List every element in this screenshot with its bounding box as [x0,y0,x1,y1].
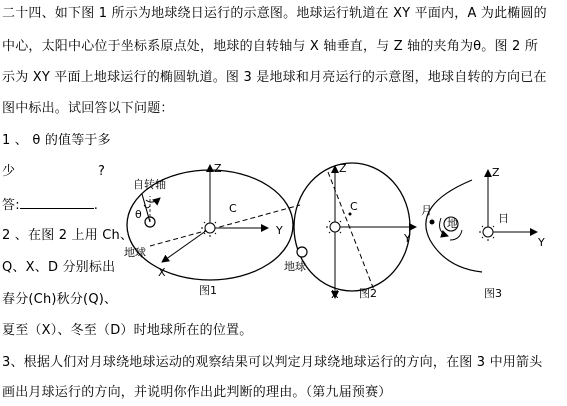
fig2-label-c: C [350,200,358,213]
q3-line-2: 画出月球运行的方向，并说明你作出此判断的理由。（第九届预赛） [2,385,392,400]
fig3-label-sun: 日 [498,212,509,225]
fig2-label-z: Z [339,162,347,175]
q2-line-1: 2 、在图 2 上用 Ch、 [2,228,134,243]
fig1-label-earth: 地球 [124,246,146,259]
question-line-4: 图中标出。试回答以下问题： [2,101,174,116]
fig1-label-z: Z [214,162,222,175]
fig3-label-earth: 地 [447,217,458,230]
fig3-label-y: Y [538,236,545,249]
figure-2 [284,162,416,301]
question-line-2: 中心，太阳中心位于坐标系原点处，地球的自转轴与 X 轴垂直，与 Z 轴的夹角为θ。图 2 所 [2,39,539,54]
question-line-1: 二十四、如下图 1 所示为地球绕日运行的示意图。地球运行轨道在 XY 平面内，A 为此椭圆的 [2,6,547,21]
q1-question-mark: ? [98,164,106,179]
q3-line-1: 3、根据人们对月球绕地球运动的观察结果可以判定月球绕地球运行的方向，在图 3 中用箭头 [2,355,543,370]
fig1-label-axis: 自转轴 [133,178,166,191]
fig1-caption: 图1 [199,284,217,297]
fig2-label-earth: 地球 [284,260,306,273]
fig2-earth-circle [297,247,307,257]
q1-answer-end: . [93,198,99,213]
q1-line-2-text: 少 [2,164,16,179]
q1-answer-label: 答: [2,198,20,213]
figure-3 [421,166,545,300]
fig1-x-axis [162,228,210,262]
fig1-label-theta: θ [135,208,142,221]
fig3-caption: 图3 [484,287,502,300]
fig1-label-x: X [158,266,166,279]
fig1-label-y: Y [276,224,283,237]
fig2-label-x: X [331,288,339,301]
question-line-3: 示为 XY 平面上地球运行的椭圆轨道。图 3 是地球和月亮运行的示意图，地球自转的方向已在 [2,70,547,85]
fig2-caption: 图2 [359,287,377,300]
fig1-rotation-axis [142,194,150,222]
fig3-moon-circle [430,220,435,225]
q1-line-1: 1 、 θ 的值等于多 [2,133,111,148]
fig3-label-z: Z [492,166,500,179]
fig3-label-moon: 月 [421,204,432,217]
q2-line-3: 春分(Ch)秋分(Q)、 [2,292,118,307]
fig1-label-c: C [229,202,237,215]
q2-line-4: 夏至（X）、冬至（D）时地球所在的位置。 [2,323,253,338]
figure-1 [124,162,300,297]
q2-line-2: Q、X、D 分别标出 [2,260,116,275]
fig2-label-y: Y [404,232,411,245]
fig1-rotation-arrow [146,198,160,202]
